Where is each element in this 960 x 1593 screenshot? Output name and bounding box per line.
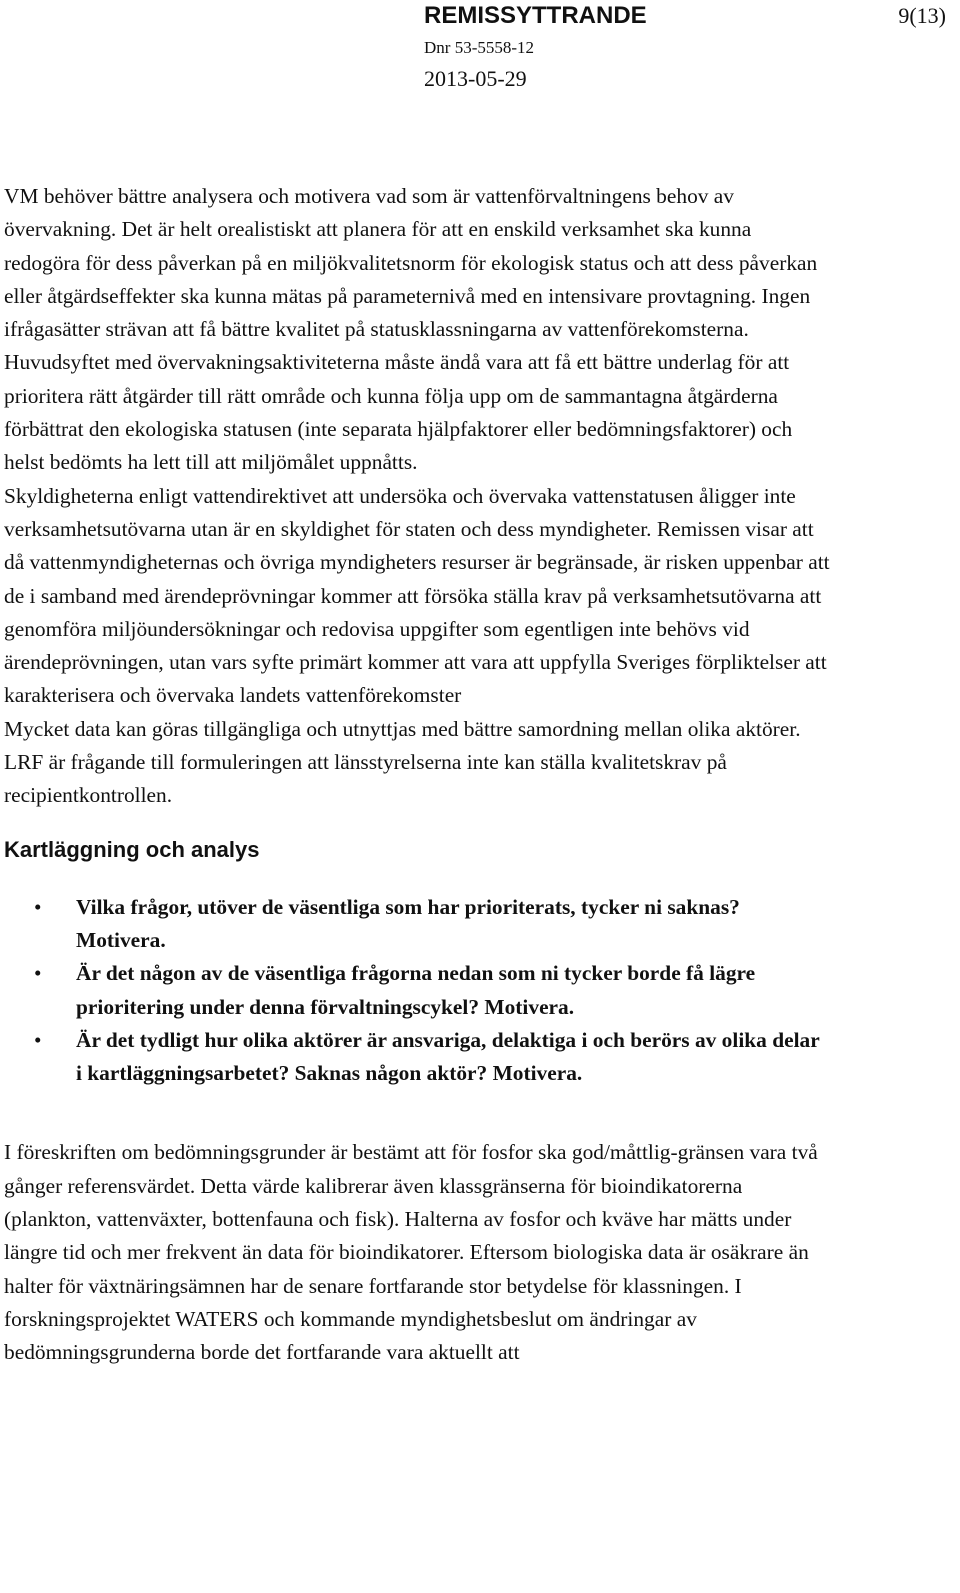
question-item (4, 891, 830, 958)
bullet-icon: • (34, 1027, 42, 1052)
document-date: 2013-05-29 (424, 66, 527, 91)
paragraph-phosphorus-criteria: I föreskriften om bedömningsgrunder är bestämt att för fosfor ska god/måttlig-gränsen vara två gånger referensvärdet. Detta värde kalibrerar även klassgränserna för bioindikatorerna (plankton, vattenväxter, bottenfauna och fisk). Halterna av fosfor och kväve har mätts under längre tid och mer frekvent än data för bioindikatorer. Eftersom biologiska data är osäkrare än halter för växtnäringsämnen har de senare fortfarande stor betydelse för klassningen. I forskningsprojektet WATERS och kommande myndighetsbeslut om ändringar av bedömningsgrunderna borde det fortfarande vara aktuellt att (4, 1140, 818, 1365)
question-text: Är det tydligt hur olika aktörer är ansvariga, delaktiga i och berörs av olika delar i kartläggningsarbetet? Saknas någon aktör? Motivera. (76, 1027, 820, 1086)
paragraph-monitoring-needs: VM behöver bättre analysera och motivera vad som är vattenförvaltningens behov av övervakning. Det är helt orealistiskt att planera för att en enskild verksamhet ska kunna redogöra för dess påverkan på en miljökvalitetsnorm för ekologisk status och att dess påverkan eller åtgärdseffekter ska kunna mätas på parameternivå med en intensivare provtagning. Ingen ifrågasätter strävan att få bättre kvalitet på statusklassningarna av vattenförekomsterna. Huvudsyftet med övervakningsaktiviteterna måste ändå vara att få ett bättre underlag för att prioritera rätt åtgärder till rätt område och kunna följa upp om de sammantagna åtgärderna förbättrat den ekologiska statusen (inte separata hjälpfaktorer eller bedömningsfaktorer) och helst bedömts ha lett till att miljömålet uppnåtts. (4, 184, 818, 475)
question-text: Är det någon av de väsentliga frågorna nedan som ni tycker borde få lägre prioritering under denna förvaltningscykel? Motivera. (76, 961, 756, 1019)
document-type-title: REMISSYTTRANDE (424, 2, 647, 29)
page-number: 9(13) (898, 3, 946, 28)
bullet-icon: • (34, 894, 42, 919)
question-item (4, 957, 830, 1024)
paragraph-state-obligations: Skyldigheterna enligt vattendirektivet att undersöka och övervaka vattenstatusen åligger inte verksamhetsutövarna utan är en skyldighet för staten och dess myndigheter. Remissen visar att då vattenmyndigheternas och övriga myndigheters resurser är begränsade, är risken uppenbar att de i samband med ärendeprövningar kommer att försöka ställa krav på verksamhetsutövarna att genomföra miljöundersökningar och redovisa uppgifter som egentligen inte behövs vid ärendeprövningen, utan vars syfte primärt kommer att vara att uppfylla Sveriges förpliktelser att karakterisera och övervaka landets vattenförekomster (4, 483, 830, 708)
paragraph-data-coordination: Mycket data kan göras tillgängliga och utnyttjas med bättre samordning mellan olika aktörer. LRF är frågande till formuleringen att länsstyrelserna inte kan ställa kvalitetskrav på recipientkontrollen. (4, 716, 801, 808)
document-body (4, 180, 830, 1370)
question-text: Vilka frågor, utöver de väsentliga som har prioriterats, tycker ni saknas? Motivera. (76, 894, 740, 952)
bullet-icon: • (34, 961, 42, 986)
section-heading: Kartläggning och analys (4, 836, 260, 862)
question-list (4, 891, 830, 1091)
reference-number: Dnr 53-5558-12 (424, 38, 535, 57)
question-item (4, 1024, 830, 1091)
